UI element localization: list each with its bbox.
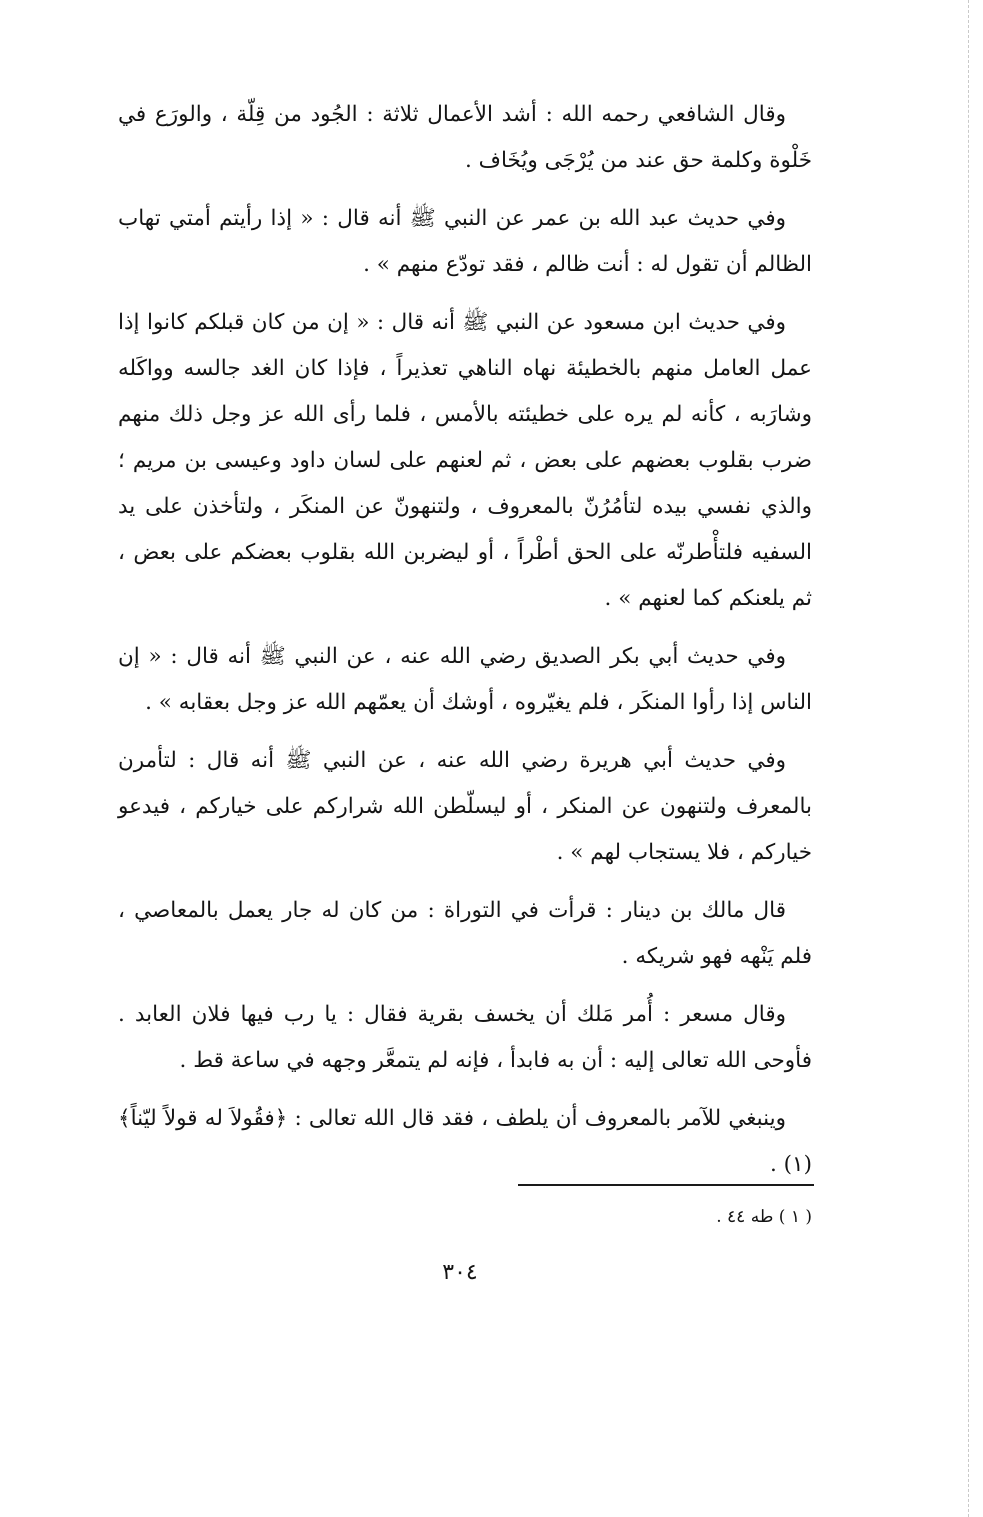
footnote-divider [518,1184,814,1186]
scan-edge-line [968,0,969,1517]
paragraph-hadith-abu-hurayra: وفي حديث أبي هريرة رضي الله عنه ، عن النبي ﷺ أنه قال : لتأمرن بالمعرف ولتنهون عن المنكر ، أو ليسلّطن الله شراركم على خياركم ، فيدعو خياركم ، فلا يستجاب لهم » . [118,748,812,865]
paragraph-hadith-ibn-masud: وفي حديث ابن مسعود عن النبي ﷺ أنه قال : « إن من كان قبلكم كانوا إذا عمل العامل منهم بالخطيئة نهاه الناهي تعذيراً ، فإذا كان الغد جالسه وواكَله وشارَبه ، كأنه لم يره على خطيئته بالأمس ، فلما رأى الله عز وجل ذلك منهم ضرب بقلوب بعضهم على بعض ، ثم لعنهم على لسان داود وعيسى بن مريم ؛ والذي نفسي بيده لتأمُرُنّ بالمعروف ، ولتنهونّ عن المنكَر ، ولتأخذن على يد السفيه فلتأْطرنّه على الحق أطْراً ، أو ليضربن الله بقلوب بعضكم على بعض ، ثم يلعنكم كما لعنهم » . [118,310,812,611]
paragraph-hadith-ibn-umar: وفي حديث عبد الله بن عمر عن النبي ﷺ أنه قال : « إذا رأيتم أمتي تهاب الظالم أن تقول له : أنت ظالم ، فقد تودّع منهم » . [118,206,812,277]
paragraph-misar: وقال مسعر : أُمر مَلك أن يخسف بقرية فقال : يا رب فيها فلان العابد . فأوحى الله تعالى إليه : أن به فابدأ ، فإنه لم يتمعَّر وجهه في ساعة قط . [118,1002,812,1073]
main-text [118,92,812,1200]
paragraph-malik-ibn-dinar: قال مالك بن دينار : قرأت في التوراة : من كان له جار يعمل بالمعاصي ، فلم يَنْهه فهو شريكه . [118,898,812,969]
footnote: ( ١ ) طه ٤٤ . [716,1207,812,1227]
page-number: ٣٠٤ [442,1260,478,1285]
paragraph-hadith-abu-bakr: وفي حديث أبي بكر الصديق رضي الله عنه ، عن النبي ﷺ أنه قال : « إن الناس إذا رأوا المنكَر ، فلم يغيّروه ، أوشك أن يعمّهم الله عز وجل بعقابه » . [118,644,812,715]
paragraph-gentleness: وينبغي للآمر بالمعروف أن يلطف ، فقد قال الله تعالى : ﴿فقُولاَ له قولاً ليّناً﴾ (١) . [118,1106,812,1177]
paragraph-shafii-saying: وقال الشافعي رحمه الله : أشد الأعمال ثلاثة : الجُود من قِلّة ، والورَع في خَلْوة وكلمة حق عند من يُرْجَى ويُخَاف . [118,102,812,173]
